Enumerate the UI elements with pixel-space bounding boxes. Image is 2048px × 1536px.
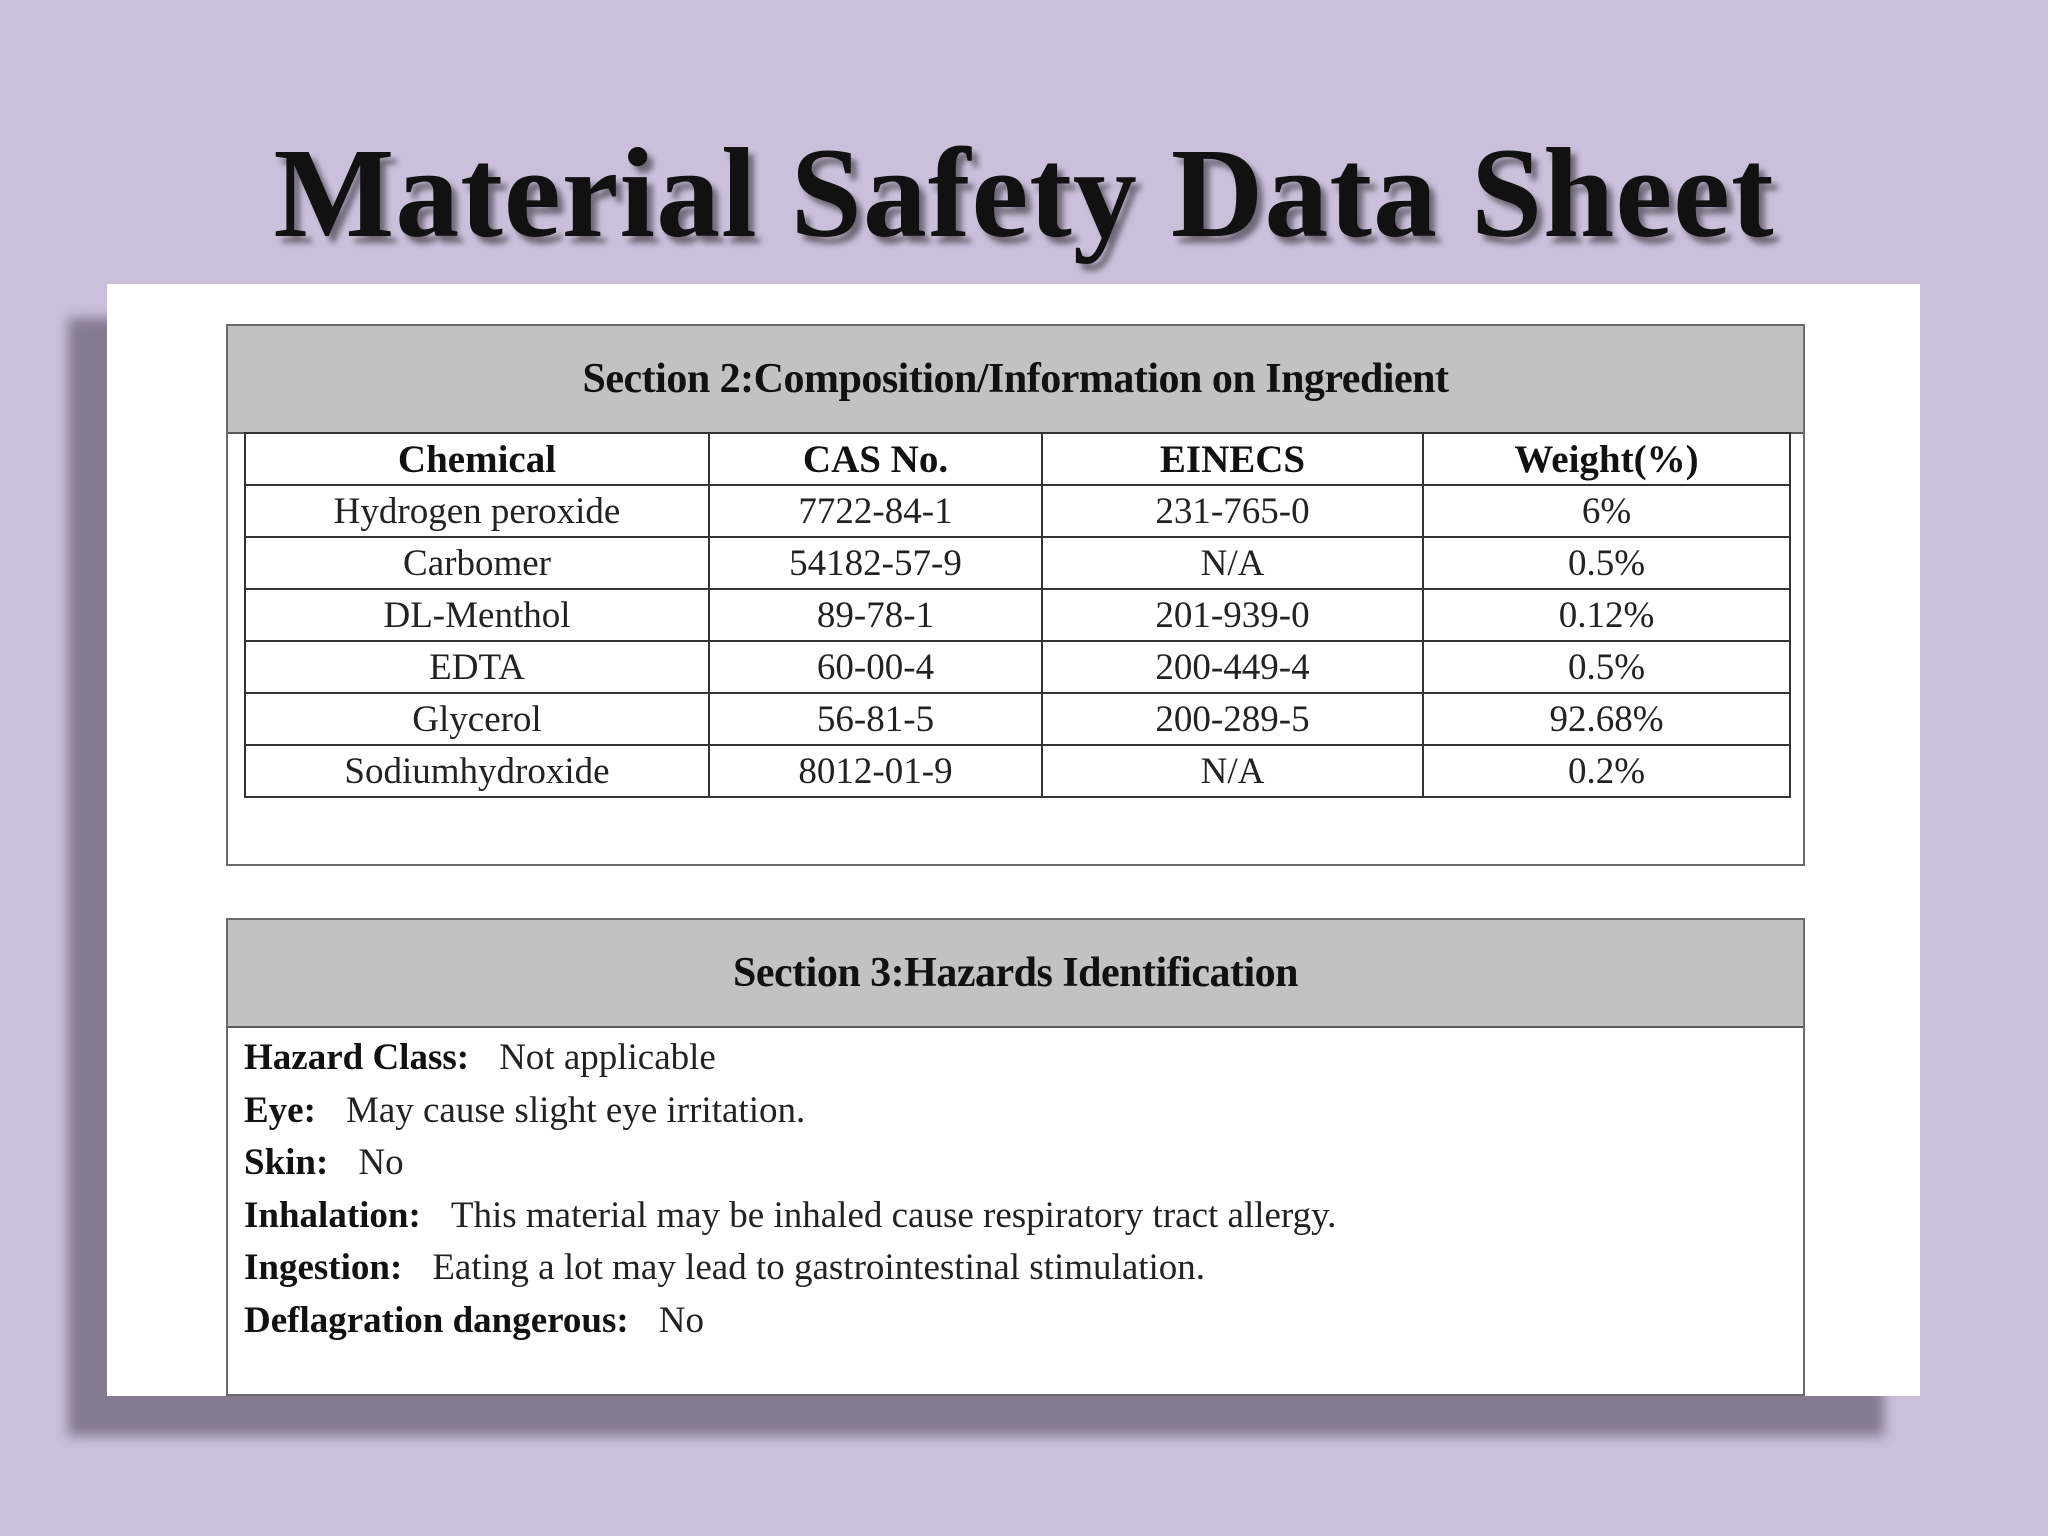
cell-chemical: Glycerol: [245, 693, 709, 745]
section-hazards-title: Section 3:Hazards Identification: [228, 920, 1803, 1028]
cell-chemical: EDTA: [245, 641, 709, 693]
cell-cas: 89-78-1: [709, 589, 1042, 641]
hazard-label: Skin:: [244, 1142, 329, 1183]
hazard-label: Hazard Class:: [244, 1037, 470, 1078]
cell-cas: 54182-57-9: [709, 537, 1042, 589]
hazard-item-ingestion: [244, 1242, 1784, 1295]
cell-einecs: N/A: [1042, 745, 1423, 797]
cell-weight: 6%: [1423, 485, 1790, 537]
slide-title: Material Safety Data Sheet: [273, 122, 1775, 264]
hazards-list: [244, 1032, 1784, 1347]
cell-cas: 60-00-4: [709, 641, 1042, 693]
cell-chemical: Hydrogen peroxide: [245, 485, 709, 537]
cell-weight: 0.2%: [1423, 745, 1790, 797]
table-row: [245, 589, 1790, 641]
column-header-weight: Weight(%): [1423, 433, 1790, 485]
section-hazards: [226, 918, 1805, 1396]
hazard-value: No: [358, 1142, 404, 1183]
hazard-label: Inhalation:: [244, 1194, 421, 1236]
section-composition: [226, 324, 1805, 866]
hazard-label: Ingestion:: [244, 1247, 403, 1288]
cell-chemical: DL-Menthol: [245, 589, 709, 641]
hazard-value: Not applicable: [499, 1037, 716, 1078]
msds-sheet: [107, 284, 1920, 1396]
table-row: [245, 537, 1790, 589]
table-row: [245, 641, 1790, 693]
cell-weight: 0.12%: [1423, 589, 1790, 641]
hazard-item-skin: [244, 1137, 1784, 1190]
cell-cas: 7722-84-1: [709, 485, 1042, 537]
hazard-value: No: [658, 1299, 704, 1341]
cell-chemical: Carbomer: [245, 537, 709, 589]
cell-einecs: N/A: [1042, 537, 1423, 589]
cell-weight: 0.5%: [1423, 537, 1790, 589]
composition-table: [244, 432, 1791, 798]
hazard-item-eye: [244, 1085, 1784, 1138]
hazard-item-class: [244, 1032, 1784, 1085]
hazard-value: Eating a lot may lead to gastrointestinal stimulation.: [432, 1247, 1206, 1288]
cell-cas: 8012-01-9: [709, 745, 1042, 797]
table-header-row: [245, 433, 1790, 485]
cell-cas: 56-81-5: [709, 693, 1042, 745]
cell-weight: 0.5%: [1423, 641, 1790, 693]
column-header-cas: CAS No.: [709, 433, 1042, 485]
section-composition-title: Section 2:Composition/Information on Ingredient: [228, 326, 1803, 434]
cell-weight: 92.68%: [1423, 693, 1790, 745]
cell-chemical: Sodiumhydroxide: [245, 745, 709, 797]
table-row: [245, 693, 1790, 745]
column-header-chemical: Chemical: [245, 433, 709, 485]
hazard-value: May cause slight eye irritation.: [345, 1089, 806, 1131]
table-row: [245, 745, 1790, 797]
cell-einecs: 200-449-4: [1042, 641, 1423, 693]
hazard-label: Deflagration dangerous:: [244, 1299, 629, 1341]
hazard-value: This material may be inhaled cause respiratory tract allergy.: [450, 1194, 1337, 1236]
cell-einecs: 231-765-0: [1042, 485, 1423, 537]
column-header-einecs: EINECS: [1042, 433, 1423, 485]
table-row: [245, 485, 1790, 537]
hazard-item-inhalation: [244, 1190, 1784, 1243]
cell-einecs: 200-289-5: [1042, 693, 1423, 745]
cell-einecs: 201-939-0: [1042, 589, 1423, 641]
hazard-label: Eye:: [244, 1089, 316, 1131]
hazard-item-deflagration: [244, 1295, 1784, 1348]
